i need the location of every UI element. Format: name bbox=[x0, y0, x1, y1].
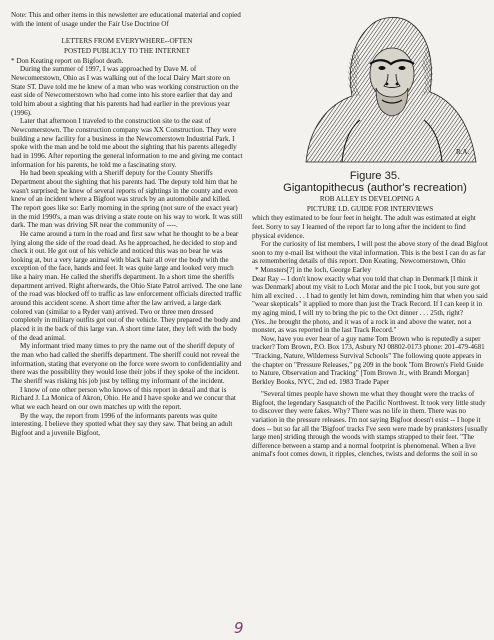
gigantopithecus-drawing bbox=[300, 4, 480, 164]
paragraph: During the summer of 1997, I was approached by Dave M. of Newcomerstown, Ohio as I was walking out of the local Dairy Mart store on State ST. Dave told me he knew of a man who was working construction on the east side of Newcomerstown who had come into his store earlier that day and told him about a sighting that his parents had had earlier in the previous year (1996). bbox=[11, 65, 239, 117]
right-heading-line-2: PICTURE I.D. GUIDE FOR INTERVIEWS bbox=[306, 204, 434, 213]
paragraph: which they estimated to be four feet in height. The adult was estimated at eight feet. Sorry to say I learned of the report far to long after the incident to find physical evidence. bbox=[252, 214, 476, 240]
paragraph: He had been speaking with a Sheriff deputy for the County Sheriffs Department about the sighting that his parents had. The deputy told him that he wasn't surprised; he knew of several reports of sightings in the county and even knew of an incident where a Bigfoot was struck by an automobile and killed. The report goes like so: Early morning in the spring (not sure of the exact year) in the mid 1990's, a man was driving a state route on his way to work. It was still dark. The man was driving SR near the community of ----. bbox=[11, 169, 243, 230]
section-heading-line-2: POSTED PUBLICLY TO THE INTERNET bbox=[64, 47, 190, 56]
page-number: 9 bbox=[234, 619, 244, 637]
fair-use-note: Note: This and other items in this newsletter are educational material and copied with the intent of usage under the Fair Use Doctrine Of bbox=[11, 11, 241, 28]
paragraph: Later that afternoon I traveled to the construction site to the east of Newcomerstown. The construction company was XX Construction. They were building a new facility for a business in the Newcomerstown Industrial Park. I spoke with the man and he told me about the sighting that his parents allegedly had in 1996. After reporting the general information to me and giving me contact information for his parents, he told me a fascinating story. bbox=[11, 117, 243, 169]
illustration-signature: R.A. bbox=[456, 148, 470, 156]
figure-caption bbox=[257, 171, 493, 194]
paragraph: Dear Ray -- I don't know exactly what you told that chap in Denmark [I think it was Denmark] about my visit to Loch Morar and the pic I took, but you sure got him all excited . . . I had to gently let him down, reminding him that when you said "wear skepticals" it applied to more than just the Track Record. If I can keep it in my aging mind, I will try to bring the pic to the Oct dinner . . . 25th, right? (Yes...he brought the photo, and it was of a rock in and above the water, not a monster, as was reported in the last Track Record." bbox=[252, 274, 488, 335]
paragraph: By the way, the report from 1996 of the informants parents was quite interesting. I believe they spotted what they say they saw. That being an adult Bigfoot and a juvenile Bigfoot, bbox=[11, 411, 233, 437]
paragraph: For the curiosity of list members, I will post the above story of the dead Bigfoot soon to my e-mail list without the vital information. This is the best I can do as far as remembering details of this report. Don Keating, Newcomerstown, Ohio bbox=[252, 240, 488, 266]
right-column bbox=[252, 195, 488, 640]
report-byline: * Don Keating report on Bigfoot death. bbox=[11, 56, 124, 65]
letter-byline: * Monsters[?] in the loch, George Earley bbox=[255, 265, 371, 274]
figure-number: Figure 35. bbox=[349, 170, 401, 182]
gigantopithecus-illustration bbox=[300, 4, 480, 164]
left-column bbox=[11, 11, 243, 637]
quoted-paragraph: "Several times people have shown me what they thought were the tracks of Bigfoot, the legendary Sasquatch of the Pacific Northwest. It took very little study to discover they were fakes. Why? There was no life in them. There was no variation in the pressure releases. I'm not saying Bigfoot doesn't exist -- I hope it does -- but so far all the 'Bigfoot' tracks I've seen were made by pranksters [usually large men] striding through the woods with stamps strapped to their feet. "The difference between a stamp and a normal footprint is phenomenal. When a live animal's foot comes down, it ripples, clenches, twists and deforms the soil in so bbox=[252, 390, 488, 459]
paragraph: I know of one other person who knows of this report in detail and that is Richard J. La Monica of Akron, Ohio. He and I have spoke and we concur that what we each heard on our own matches up with the report. bbox=[11, 385, 236, 411]
section-heading-line-1: LETTERS FROM EVERYWHERE--OFTEN bbox=[61, 37, 193, 46]
paragraph: He came around a turn in the road and first saw what he thought to be a bear lying along the side of the road dead. As he approached, he decided to stop and check it out. He got out of his vehicle and noticed this was no bear he was looking at, but a very large animal with black hair all over the body with the exception of the face, hands and feet. It was quite large and looked very much like a hairy man. He called the sheriffs department. In a short time the sheriffs department arrived. Right afterwards, the Ohio State Patrol arrived. The one lane of the road was blocked off to traffic as law enforcement officials directed traffic around this accident scene. A short time after the law arrived, a large dark colored van (similar to a Ryder van) arrived. Two or three men dressed completely in military outfits got out of the vehicle. They prepared the body and placed it in the back of this large van. A short time later, they left with the body of the dead animal. bbox=[11, 229, 243, 342]
figure-title: Gigantopithecus (author's recreation) bbox=[283, 181, 467, 194]
paragraph: Now, have you ever hear of a guy name Tom Brown who is reputedly a super tracker? Tom Brown, P.O. Box 173, Asbury NJ 08802-0173 phone: 201-479-4681 "Tracking, Nature, Wilderness Survival Schools" The following quote appears in the chapter on "Pressure Releases," pg 209 in the book 'Tom Brown's Field Guide to Nature, Observation and Tracking" [Tom Brown Jr., with Brandt Morgan] Berkley Books, NYC, 2nd ed. 1983 Trade Paper bbox=[252, 334, 485, 386]
paragraph: My informant tried many times to pry the name out of the sheriff deputy of the man who had called the sheriffs department. The sheriff could not reveal the information, stating that everyone on the force were sworn to confidentiality and there was the possibility they would lose their jobs if they spoke of the incident. The sheriff was risking his job just by telling my informant of the incident. bbox=[11, 342, 242, 385]
right-heading-line-1: ROB ALLEY IS DEVELOPING A bbox=[319, 195, 421, 203]
